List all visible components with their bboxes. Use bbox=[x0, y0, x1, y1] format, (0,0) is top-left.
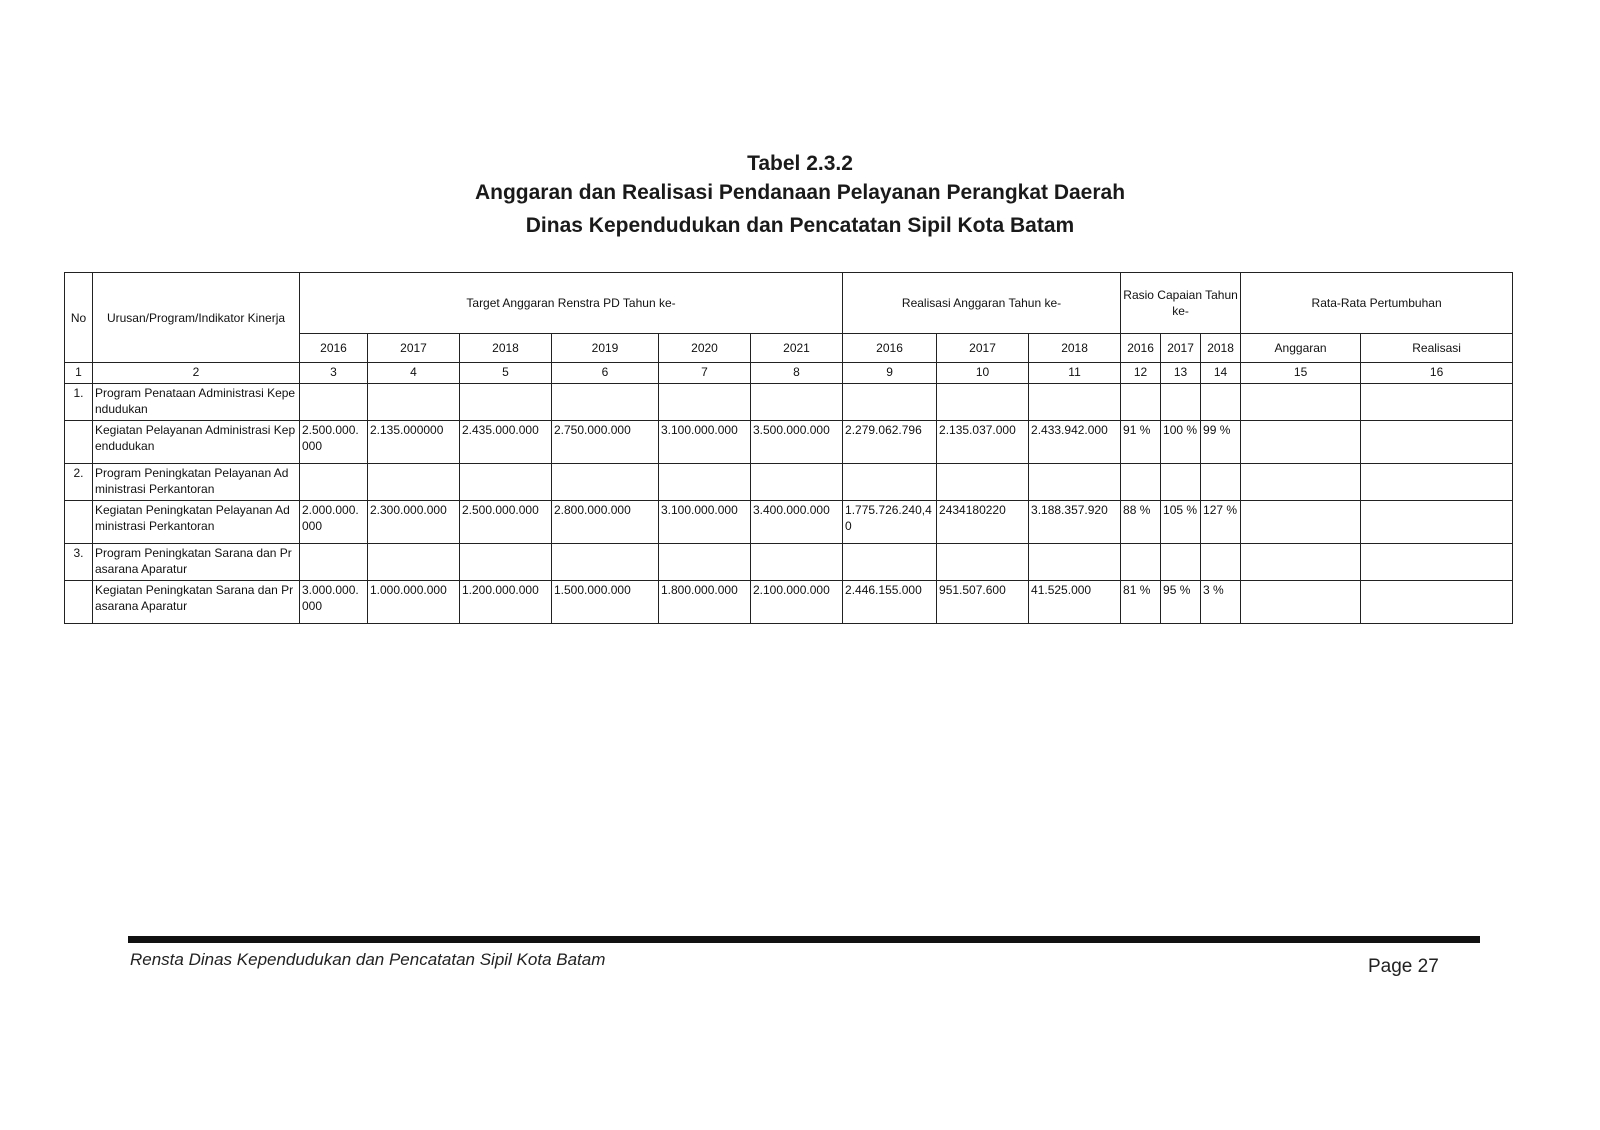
table-cell bbox=[460, 384, 552, 421]
table-cell: 100 % bbox=[1161, 421, 1201, 464]
table-cell: 2.435.000.000 bbox=[460, 421, 552, 464]
row-number: 3. bbox=[65, 544, 93, 581]
table-cell bbox=[751, 464, 843, 501]
budget-table bbox=[64, 272, 1513, 624]
table-cell bbox=[368, 544, 460, 581]
column-number: 10 bbox=[937, 363, 1029, 384]
table-cell: 127 % bbox=[1201, 501, 1241, 544]
table-cell bbox=[751, 384, 843, 421]
table-cell bbox=[751, 544, 843, 581]
table-cell: 105 % bbox=[1161, 501, 1201, 544]
table-cell bbox=[460, 464, 552, 501]
year-cell: 2018 bbox=[1029, 334, 1121, 363]
table-cell: 95 % bbox=[1161, 581, 1201, 624]
column-number: 3 bbox=[300, 363, 368, 384]
table-cell: 3.100.000.000 bbox=[659, 421, 751, 464]
table-cell bbox=[1121, 544, 1161, 581]
program-row bbox=[65, 464, 1513, 501]
row-number bbox=[65, 581, 93, 624]
table-cell bbox=[659, 384, 751, 421]
table-cell bbox=[1241, 501, 1361, 544]
table-cell bbox=[300, 464, 368, 501]
table-cell: 1.500.000.000 bbox=[552, 581, 659, 624]
table-number: Tabel 2.3.2 bbox=[747, 152, 853, 175]
table-cell: 1.775.726.240,40 bbox=[843, 501, 937, 544]
table-cell bbox=[659, 544, 751, 581]
table-cell: 3.188.357.920 bbox=[1029, 501, 1121, 544]
column-number: 12 bbox=[1121, 363, 1161, 384]
table-cell bbox=[937, 544, 1029, 581]
column-number: 16 bbox=[1361, 363, 1513, 384]
table-cell: 1.800.000.000 bbox=[659, 581, 751, 624]
column-number: 9 bbox=[843, 363, 937, 384]
table-subtitle: Dinas Kependudukan dan Pencatatan Sipil Kota Batam bbox=[525, 214, 1075, 237]
table-cell bbox=[937, 384, 1029, 421]
year-cell: 2018 bbox=[460, 334, 552, 363]
table-cell bbox=[1121, 464, 1161, 501]
header-realisasi: Realisasi Anggaran Tahun ke- bbox=[843, 273, 1121, 334]
table-cell: 1.200.000.000 bbox=[460, 581, 552, 624]
table-cell bbox=[1029, 464, 1121, 501]
table-cell: 2.135.037.000 bbox=[937, 421, 1029, 464]
program-row bbox=[65, 544, 1513, 581]
header-row bbox=[65, 273, 1513, 334]
table-cell bbox=[1201, 384, 1241, 421]
table-cell bbox=[1161, 544, 1201, 581]
year-cell: 2017 bbox=[937, 334, 1029, 363]
year-cell: 2018 bbox=[1201, 334, 1241, 363]
title-block bbox=[0, 150, 1600, 244]
page-number: Page 27 bbox=[1368, 956, 1439, 977]
table-cell bbox=[552, 544, 659, 581]
table-cell bbox=[300, 544, 368, 581]
table-cell bbox=[937, 464, 1029, 501]
table-cell: 88 % bbox=[1121, 501, 1161, 544]
row-number bbox=[65, 501, 93, 544]
year-cell: 2017 bbox=[1161, 334, 1201, 363]
table-cell bbox=[1361, 581, 1513, 624]
table-cell bbox=[1241, 464, 1361, 501]
table-cell bbox=[843, 464, 937, 501]
column-number: 11 bbox=[1029, 363, 1121, 384]
year-cell: 2016 bbox=[843, 334, 937, 363]
table-cell: 3.400.000.000 bbox=[751, 501, 843, 544]
table-cell: 2.279.062.796 bbox=[843, 421, 937, 464]
table-cell bbox=[300, 384, 368, 421]
table-cell bbox=[1241, 384, 1361, 421]
table-cell: 2.100.000.000 bbox=[751, 581, 843, 624]
table-cell bbox=[1361, 464, 1513, 501]
table-cell bbox=[1029, 384, 1121, 421]
table-cell: 1.000.000.000 bbox=[368, 581, 460, 624]
row-name: Program Peningkatan Pelayanan Administrasi Perkantoran bbox=[93, 464, 300, 501]
year-cell: 2020 bbox=[659, 334, 751, 363]
table-cell: 951.507.600 bbox=[937, 581, 1029, 624]
column-number-row bbox=[65, 363, 1513, 384]
table-cell bbox=[1161, 384, 1201, 421]
table-cell: 2.433.942.000 bbox=[1029, 421, 1121, 464]
column-number: 13 bbox=[1161, 363, 1201, 384]
table-cell bbox=[1029, 544, 1121, 581]
header-rasio: Rasio Capaian Tahun ke- bbox=[1121, 273, 1241, 334]
row-name: Kegiatan Peningkatan Pelayanan Administrasi Perkantoran bbox=[93, 501, 300, 544]
column-number: 2 bbox=[93, 363, 300, 384]
table-cell: 3 % bbox=[1201, 581, 1241, 624]
table-cell bbox=[1161, 464, 1201, 501]
table-cell bbox=[1241, 581, 1361, 624]
table-cell bbox=[1361, 384, 1513, 421]
table-cell: 81 % bbox=[1121, 581, 1161, 624]
table-cell: 3.500.000.000 bbox=[751, 421, 843, 464]
table-cell: 2434180220 bbox=[937, 501, 1029, 544]
rata-sub-realisasi: Realisasi bbox=[1361, 334, 1513, 363]
column-number: 8 bbox=[751, 363, 843, 384]
column-number: 1 bbox=[65, 363, 93, 384]
row-name: Program Penataan Administrasi Kependudukan bbox=[93, 384, 300, 421]
row-number: 2. bbox=[65, 464, 93, 501]
table-body bbox=[65, 384, 1513, 624]
table-cell bbox=[368, 464, 460, 501]
table-cell: 2.500.000.000 bbox=[300, 421, 368, 464]
table-cell: 2.500.000.000 bbox=[460, 501, 552, 544]
program-row bbox=[65, 384, 1513, 421]
table-cell bbox=[1241, 421, 1361, 464]
table-cell: 99 % bbox=[1201, 421, 1241, 464]
table-cell bbox=[460, 544, 552, 581]
row-name: Program Peningkatan Sarana dan Prasarana Aparatur bbox=[93, 544, 300, 581]
table-cell: 2.750.000.000 bbox=[552, 421, 659, 464]
table-cell bbox=[552, 384, 659, 421]
table-cell: 3.100.000.000 bbox=[659, 501, 751, 544]
table-cell bbox=[1361, 544, 1513, 581]
header-program: Urusan/Program/Indikator Kinerja bbox=[93, 273, 300, 363]
table-cell: 41.525.000 bbox=[1029, 581, 1121, 624]
table-cell: 2.300.000.000 bbox=[368, 501, 460, 544]
table-cell bbox=[368, 384, 460, 421]
row-name: Kegiatan Pelayanan Administrasi Kependudukan bbox=[93, 421, 300, 464]
footer-document-title: Rensta Dinas Kependudukan dan Pencatatan Sipil Kota Batam bbox=[130, 950, 606, 969]
rata-sub-anggaran: Anggaran bbox=[1241, 334, 1361, 363]
table-cell bbox=[1201, 464, 1241, 501]
year-cell: 2019 bbox=[552, 334, 659, 363]
column-number: 15 bbox=[1241, 363, 1361, 384]
year-cell: 2017 bbox=[368, 334, 460, 363]
column-number: 14 bbox=[1201, 363, 1241, 384]
header-rata: Rata-Rata Pertumbuhan bbox=[1241, 273, 1513, 334]
activity-row bbox=[65, 421, 1513, 464]
row-number bbox=[65, 421, 93, 464]
table-cell bbox=[843, 544, 937, 581]
table-cell bbox=[1201, 544, 1241, 581]
table-cell bbox=[1121, 384, 1161, 421]
table-cell: 2.135.000000 bbox=[368, 421, 460, 464]
year-cell: 2016 bbox=[1121, 334, 1161, 363]
table-cell: 2.800.000.000 bbox=[552, 501, 659, 544]
table-cell bbox=[843, 384, 937, 421]
header-no: No bbox=[65, 273, 93, 363]
activity-row bbox=[65, 501, 1513, 544]
table-cell: 2.446.155.000 bbox=[843, 581, 937, 624]
column-number: 7 bbox=[659, 363, 751, 384]
column-number: 5 bbox=[460, 363, 552, 384]
table-cell bbox=[1361, 501, 1513, 544]
year-cell: 2016 bbox=[300, 334, 368, 363]
header-target: Target Anggaran Renstra PD Tahun ke- bbox=[300, 273, 843, 334]
year-cell: 2021 bbox=[751, 334, 843, 363]
row-number: 1. bbox=[65, 384, 93, 421]
table-cell: 91 % bbox=[1121, 421, 1161, 464]
table-cell bbox=[552, 464, 659, 501]
footer-divider bbox=[128, 936, 1480, 943]
table-cell bbox=[659, 464, 751, 501]
table-title: Anggaran dan Realisasi Pendanaan Pelayanan Perangkat Daerah bbox=[474, 181, 1126, 204]
table-cell: 2.000.000.000 bbox=[300, 501, 368, 544]
row-name: Kegiatan Peningkatan Sarana dan Prasarana Aparatur bbox=[93, 581, 300, 624]
column-number: 4 bbox=[368, 363, 460, 384]
table-cell bbox=[1241, 544, 1361, 581]
activity-row bbox=[65, 581, 1513, 624]
table-cell: 3.000.000.000 bbox=[300, 581, 368, 624]
column-number: 6 bbox=[552, 363, 659, 384]
table-cell bbox=[1361, 421, 1513, 464]
